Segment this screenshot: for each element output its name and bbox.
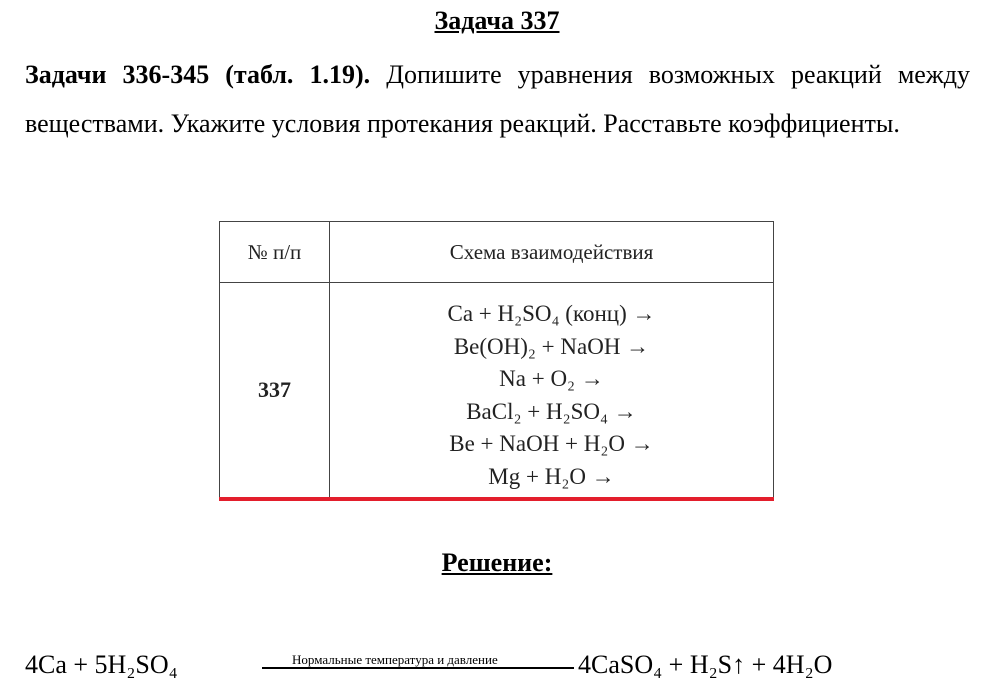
equation-2: Be(OH)₂ + NaOH → (453, 333, 650, 359)
header-number: № п/п (220, 222, 330, 283)
reaction-condition: Нормальные температура и давление (292, 652, 498, 667)
task-title: Задача 337 (434, 6, 560, 35)
equation-6: Mg + H₂O → (488, 463, 615, 489)
solution-heading: Решение: (441, 548, 553, 577)
equations-cell (330, 283, 774, 500)
equation-1: Ca + H₂SO₄ (конц) → (447, 301, 656, 326)
task-instructions: Допишите уравнения возможных реакций между веществами. Укажите условия протекания реакций. Расставьте коэффициенты. (25, 60, 970, 138)
equation-3: Na + O₂ → (499, 366, 604, 391)
task-reference: Задачи 336-345 (табл. 1.19). (25, 60, 371, 89)
solution-equation-right: 4CaSO₄ + H₂S↑ + 4H₂O (578, 650, 833, 679)
row-number: 337 (220, 283, 330, 500)
reaction-arrow (262, 667, 574, 669)
reactions-table (219, 221, 774, 501)
header-scheme: Схема взаимодействия (330, 222, 774, 283)
equation-5: Be + NaOH + H₂O → (449, 431, 654, 456)
solution-equation-left: 4Ca + 5H₂SO₄ (25, 650, 178, 679)
equation-4: BaCl₂ + H₂SO₄ → (466, 398, 637, 424)
task-statement (25, 50, 970, 148)
